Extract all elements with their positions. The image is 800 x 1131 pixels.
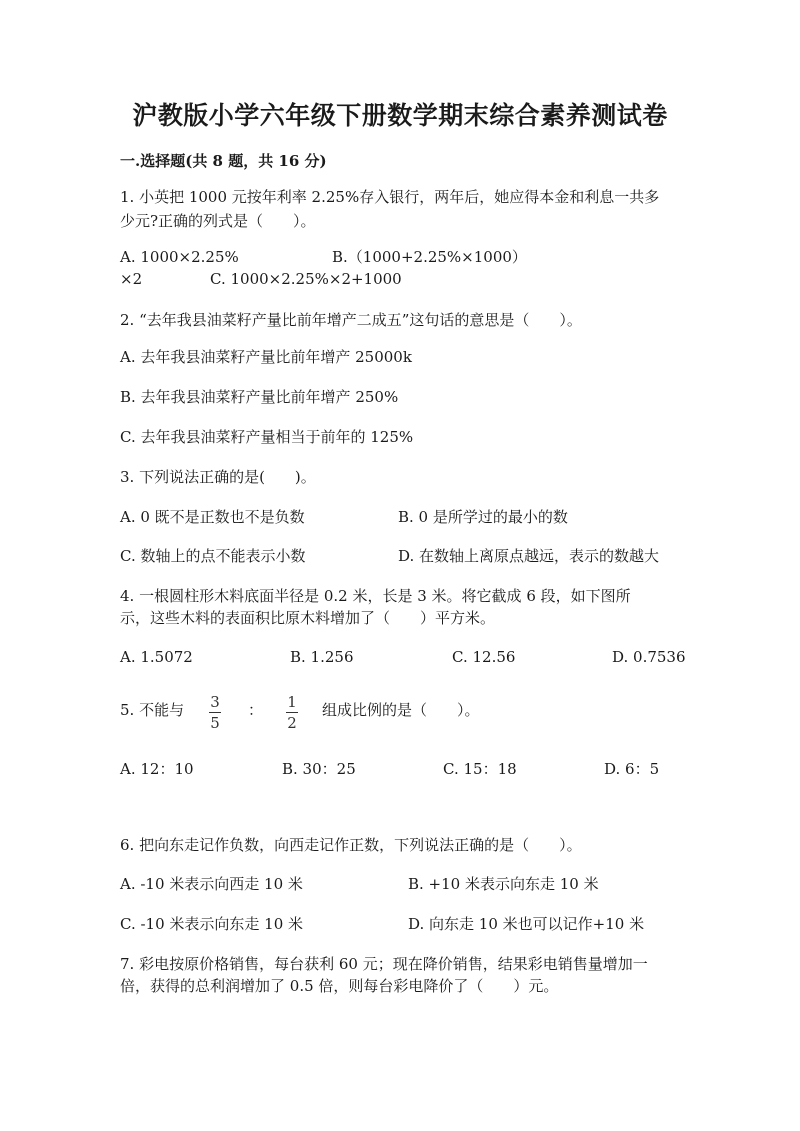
q6-option-c: C. -10 米表示向东走 10 米	[120, 915, 304, 933]
q6-stem: 6. 把向东走记作负数，向西走记作正数，下列说法正确的是（ ）。	[120, 836, 582, 854]
q1-option-c: C. 1000×2.25%×2+1000	[210, 270, 402, 288]
fraction-bar	[286, 712, 298, 713]
q5-fraction-one-half	[286, 694, 298, 731]
q5-option-d: D. 6：5	[604, 760, 660, 778]
q1-stem-line1: 1. 小英把 1000 元按年利率 2.25%存入银行，两年后，她应得本金和利息一共多	[120, 188, 660, 206]
q5-option-b: B. 30：25	[282, 760, 356, 778]
q4-option-b: B. 1.256	[290, 648, 354, 666]
q5-fraction2-denominator: 2	[287, 714, 297, 732]
q2-option-a: A. 去年我县油菜籽产量比前年增产 25000k	[120, 348, 412, 366]
q6-option-a: A. -10 米表示向西走 10 米	[120, 875, 303, 893]
q5-fraction1-numerator: 3	[210, 693, 220, 711]
q2-option-c: C. 去年我县油菜籽产量相当于前年的 125%	[120, 428, 414, 446]
q3-stem: 3. 下列说法正确的是( )。	[120, 468, 316, 486]
q5-option-c: C. 15：18	[443, 760, 517, 778]
q5-ratio-colon: ：	[248, 701, 264, 719]
q3-option-a: A. 0 既不是正数也不是负数	[120, 508, 305, 526]
section-heading: 一.选择题(共 8 题，共 16 分)	[120, 152, 327, 170]
q5-fraction-three-fifths	[209, 694, 221, 731]
q1-option-b-continued: ×2	[120, 270, 143, 288]
q1-stem-line2: 少元?正确的列式是（ ）。	[120, 212, 316, 230]
q3-option-d: D. 在数轴上离原点越远，表示的数越大	[398, 547, 660, 565]
q5-option-a: A. 12：10	[120, 760, 194, 778]
q4-option-a: A. 1.5072	[120, 648, 193, 666]
q7-stem-line1: 7. 彩电按原价格销售，每台获利 60 元；现在降价销售，结果彩电销售量增加一	[120, 955, 648, 973]
q5-stem-prefix: 5. 不能与	[120, 701, 185, 719]
q2-option-b: B. 去年我县油菜籽产量比前年增产 250%	[120, 388, 399, 406]
q4-option-d: D. 0.7536	[612, 648, 686, 666]
q5-stem-suffix: 组成比例的是（ ）。	[322, 701, 480, 719]
fraction-bar	[209, 712, 221, 713]
q6-option-b: B. +10 米表示向东走 10 米	[408, 875, 599, 893]
q5-fraction1-denominator: 5	[210, 714, 220, 732]
q4-stem-line1: 4. 一根圆柱形木料底面半径是 0.2 米，长是 3 米。将它截成 6 段，如下图所	[120, 587, 631, 605]
exam-title: 沪教版小学六年级下册数学期末综合素养测试卷	[132, 101, 668, 130]
q1-option-b: B.（1000+2.25%×1000）	[332, 248, 527, 266]
q4-option-c: C. 12.56	[452, 648, 516, 666]
q4-stem-line2: 示，这些木料的表面积比原木料增加了（ ）平方米。	[120, 609, 496, 627]
q6-option-d: D. 向东走 10 米也可以记作+10 米	[408, 915, 645, 933]
q7-stem-line2: 倍，获得的总利润增加了 0.5 倍，则每台彩电降价了（ ）元。	[120, 977, 559, 995]
q3-option-b: B. 0 是所学过的最小的数	[398, 508, 568, 526]
q2-stem: 2. “去年我县油菜籽产量比前年增产二成五”这句话的意思是（ ）。	[120, 311, 582, 329]
q5-fraction2-numerator: 1	[287, 693, 297, 711]
q1-option-a: A. 1000×2.25%	[120, 248, 239, 266]
q3-option-c: C. 数轴上的点不能表示小数	[120, 547, 306, 565]
